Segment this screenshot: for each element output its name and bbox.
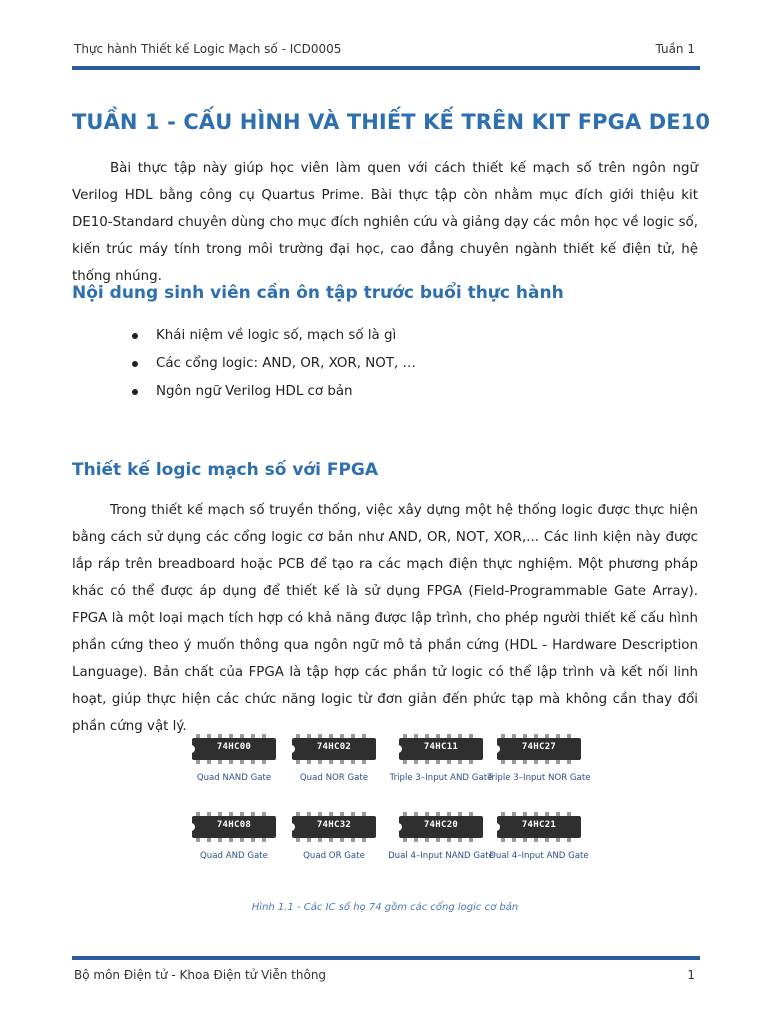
ic-pins-bottom — [196, 760, 272, 764]
ic-chip-label: 74HC08 — [216, 820, 252, 830]
ic-caption: Dual 4–Input NAND Gate — [388, 851, 494, 861]
footer-divider — [72, 956, 700, 960]
ic-pins-bottom — [296, 760, 372, 764]
ic-chip-label: 74HC11 — [423, 742, 459, 752]
bullet-icon — [132, 333, 138, 339]
ic-item — [388, 810, 494, 880]
ic-item — [184, 732, 284, 802]
ic-chip-label: 74HC02 — [316, 742, 352, 752]
list-item-text: Các cổng logic: AND, OR, XOR, NOT, … — [156, 356, 416, 371]
ic-chip-label: 74HC20 — [423, 820, 459, 830]
ic-caption: Dual 4–Input AND Gate — [489, 851, 589, 861]
intro-text: Bài thực tập này giúp học viên làm quen với cách thiết kế mạch số trên ngôn ngữ Verilog HDL bằng công cụ Quartus Prime. Bài thực tập còn nhằm mục đích giới thiệu kit DE10-Standard chuyên dùng cho mục đích nghiên cứu và giảng dạy các môn học về logic số, kiến trúc máy tính trong môi trường đại học, cao đẳng chuyên ngành thiết kế điện tử, hệ thống nhúng. — [72, 161, 698, 284]
ic-chip-label: 74HC32 — [316, 820, 352, 830]
ic-caption: Triple 3–Input NOR Gate — [487, 773, 591, 783]
header-course-title: Thực hành Thiết kế Logic Mạch số - ICD0005 — [74, 42, 342, 56]
ic-pins-bottom — [501, 760, 577, 764]
bullet-icon — [132, 361, 138, 367]
ic-chip-label: 74HC00 — [216, 742, 252, 752]
ic-item — [184, 810, 284, 880]
figure-caption: Hình 1.1 - Các IC số họ 74 gồm các cổng logic cơ bản — [251, 902, 519, 913]
ic-caption: Triple 3–Input AND Gate — [389, 773, 493, 783]
ic-chip — [497, 738, 581, 760]
ic-chip-label: 74HC21 — [521, 820, 557, 830]
page-title: TUẦN 1 - CẤU HÌNH VÀ THIẾT KẾ TRÊN KIT FPGA DE10 — [72, 110, 711, 134]
footer-department: Bộ môn Điện tử - Khoa Điện tử Viễn thông — [74, 968, 327, 982]
ic-item — [489, 810, 589, 880]
ic-chip — [399, 816, 483, 838]
page-header — [0, 0, 768, 70]
ic-chip — [292, 816, 376, 838]
ic-item — [284, 732, 384, 802]
ic-item — [284, 810, 384, 880]
ic-chip — [192, 816, 276, 838]
list-item — [132, 322, 416, 350]
header-divider — [72, 66, 700, 70]
review-list — [132, 322, 416, 406]
intro-paragraph — [72, 155, 698, 290]
ic-figure — [184, 732, 591, 882]
list-item-text: Ngôn ngữ Verilog HDL cơ bản — [156, 384, 353, 399]
ic-pins-bottom — [403, 760, 479, 764]
ic-caption: Quad NOR Gate — [299, 773, 369, 783]
ic-chip — [192, 738, 276, 760]
ic-chip — [399, 738, 483, 760]
ic-caption: Quad NAND Gate — [196, 773, 272, 783]
ic-pins-bottom — [501, 838, 577, 842]
page-number: 1 — [687, 968, 695, 982]
ic-pins-bottom — [296, 838, 372, 842]
list-item-text: Khái niệm về logic số, mạch số là gì — [156, 328, 397, 343]
ic-chip-label: 74HC27 — [521, 742, 557, 752]
ic-caption: Quad OR Gate — [303, 851, 365, 861]
ic-pins-bottom — [403, 838, 479, 842]
bullet-icon — [132, 389, 138, 395]
fpga-heading: Thiết kế logic mạch số với FPGA — [72, 460, 379, 480]
ic-item — [391, 732, 491, 802]
ic-chip — [292, 738, 376, 760]
review-heading: Nội dung sinh viên cần ôn tập trước buổi thực hành — [72, 283, 564, 303]
list-item — [132, 350, 416, 378]
header-week: Tuần 1 — [655, 42, 695, 56]
ic-chip — [497, 816, 581, 838]
ic-caption: Quad AND Gate — [200, 851, 268, 861]
fpga-text: Trong thiết kế mạch số truyền thống, việc xây dựng một hệ thống logic được thực hiện bằng cách sử dụng các cổng logic cơ bản như AND, OR, NOT, XOR,... Các linh kiện này được lắp ráp trên breadboard hoặc PCB để tạo ra các mạch điện thực nghiệm. Một phương pháp khác có thể được áp dụng để thiết kế là sử dụng FPGA (Field-Programmable Gate Array). FPGA là một loại mạch tích hợp có khả năng được lập trình, cho phép người thiết kế cấu hình phần cứng theo ý muốn thông qua ngôn ngữ mô tả phần cứng (HDL - Hardware Description Language). Bản chất của FPGA là tập hợp các phần tử logic có thể lập trình và kết nối linh hoạt, giúp thực hiện các chức năng logic từ đơn giản đến phức tạp mà không cần thay đổi phần cứng vật lý. — [72, 503, 698, 734]
list-item — [132, 378, 416, 406]
fpga-paragraph — [72, 497, 698, 740]
ic-item — [489, 732, 589, 802]
ic-pins-bottom — [196, 838, 272, 842]
